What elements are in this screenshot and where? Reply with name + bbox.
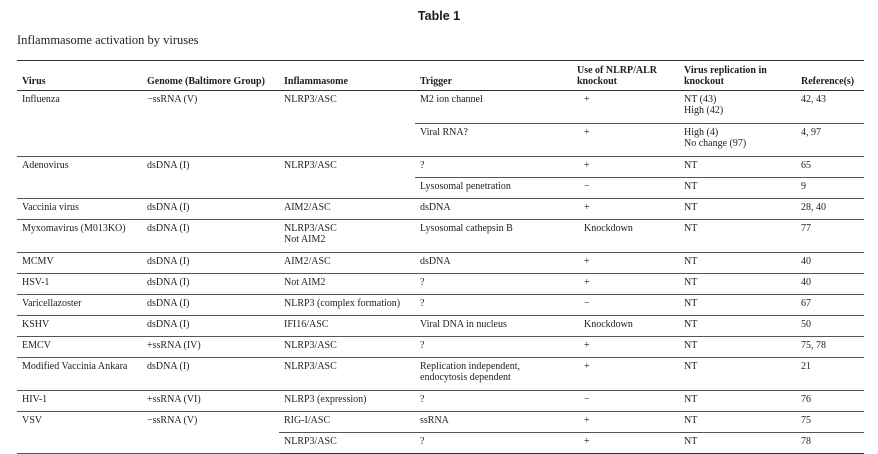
table-body bbox=[17, 91, 864, 454]
inflammasome-cell: NLRP3 (expression) bbox=[279, 391, 415, 412]
genome-cell: dsDNA (I) bbox=[142, 295, 279, 316]
trigger-cell: Replication independent, endocytosis dependent bbox=[415, 358, 572, 391]
replication-cell: NT bbox=[679, 316, 796, 337]
virus-cell: Vaccinia virus bbox=[17, 199, 142, 220]
table-row bbox=[17, 220, 864, 253]
replication-cell: NT bbox=[679, 157, 796, 178]
knockout-cell: − bbox=[572, 391, 679, 412]
references-cell: 65 bbox=[796, 157, 864, 178]
genome-cell: +ssRNA (IV) bbox=[142, 337, 279, 358]
table-row bbox=[17, 199, 864, 220]
trigger-cell: ssRNA bbox=[415, 412, 572, 433]
knockout-cell: + bbox=[572, 274, 679, 295]
inflammasome-cell: NLRP3 (complex formation) bbox=[279, 295, 415, 316]
inflammasome-cell: NLRP3/ASC bbox=[279, 358, 415, 391]
replication-cell: NT bbox=[679, 391, 796, 412]
genome-cell: dsDNA (I) bbox=[142, 316, 279, 337]
inflammasome-cell: NLRP3/ASC bbox=[279, 91, 415, 157]
inflammasome-cell: NLRP3/ASC bbox=[279, 337, 415, 358]
replication-cell: NT bbox=[679, 220, 796, 253]
trigger-cell: ? bbox=[415, 391, 572, 412]
references-cell: 75, 78 bbox=[796, 337, 864, 358]
replication-cell: NT bbox=[679, 295, 796, 316]
table-subtitle: Inflammasome activation by viruses bbox=[17, 33, 199, 47]
header-references: Reference(s) bbox=[796, 61, 864, 91]
inflammasome-cell: RIG-I/ASC bbox=[279, 412, 415, 433]
inflammasome-cell: NLRP3/ASC Not AIM2 bbox=[279, 220, 415, 253]
references-cell: 50 bbox=[796, 316, 864, 337]
table-row bbox=[17, 358, 864, 391]
genome-cell: dsDNA (I) bbox=[142, 253, 279, 274]
table-caption: Table 1 bbox=[417, 9, 461, 23]
knockout-cell: Knockdown bbox=[572, 316, 679, 337]
replication-cell: NT bbox=[679, 253, 796, 274]
header-replication: Virus replication in knockout bbox=[679, 61, 796, 91]
trigger-cell: ? bbox=[415, 274, 572, 295]
knockout-cell: + bbox=[572, 337, 679, 358]
genome-cell: dsDNA (I) bbox=[142, 358, 279, 391]
inflammasome-cell: NLRP3/ASC bbox=[279, 157, 415, 199]
virus-cell: Adenovirus bbox=[17, 157, 142, 199]
knockout-cell: + bbox=[572, 199, 679, 220]
table-row bbox=[17, 91, 864, 124]
inflammasome-cell: IFI16/ASC bbox=[279, 316, 415, 337]
table-row bbox=[17, 157, 864, 178]
trigger-cell: ? bbox=[415, 433, 572, 454]
replication-cell: NT bbox=[679, 358, 796, 391]
references-cell: 40 bbox=[796, 253, 864, 274]
trigger-cell: Lysosomal penetration bbox=[415, 178, 572, 199]
replication-cell: NT bbox=[679, 412, 796, 433]
replication-cell: NT bbox=[679, 433, 796, 454]
replication-cell: NT bbox=[679, 337, 796, 358]
genome-cell: +ssRNA (VI) bbox=[142, 391, 279, 412]
references-cell: 4, 97 bbox=[796, 124, 864, 157]
knockout-cell: + bbox=[572, 433, 679, 454]
table-row bbox=[17, 295, 864, 316]
virus-cell: HSV-1 bbox=[17, 274, 142, 295]
genome-cell: −ssRNA (V) bbox=[142, 412, 279, 454]
trigger-cell: ? bbox=[415, 157, 572, 178]
genome-cell: dsDNA (I) bbox=[142, 157, 279, 199]
references-cell: 76 bbox=[796, 391, 864, 412]
header-knockout: Use of NLRP/ALR knockout bbox=[572, 61, 679, 91]
header-inflammasome: Inflammasome bbox=[279, 61, 415, 91]
header-virus: Virus bbox=[17, 61, 142, 91]
knockout-cell: + bbox=[572, 253, 679, 274]
inflammasome-cell: NLRP3/ASC bbox=[279, 433, 415, 454]
trigger-cell: dsDNA bbox=[415, 199, 572, 220]
genome-cell: dsDNA (I) bbox=[142, 199, 279, 220]
table-row bbox=[17, 412, 864, 433]
table-header-row bbox=[17, 61, 864, 91]
replication-cell: NT bbox=[679, 274, 796, 295]
genome-cell: dsDNA (I) bbox=[142, 220, 279, 253]
trigger-cell: Viral DNA in nucleus bbox=[415, 316, 572, 337]
references-cell: 21 bbox=[796, 358, 864, 391]
knockout-cell: + bbox=[572, 124, 679, 157]
references-cell: 75 bbox=[796, 412, 864, 433]
inflammasome-cell: AIM2/ASC bbox=[279, 253, 415, 274]
virus-cell: Myxomavirus (M013KO) bbox=[17, 220, 142, 253]
table-row bbox=[17, 274, 864, 295]
trigger-cell: ? bbox=[415, 295, 572, 316]
knockout-cell: + bbox=[572, 91, 679, 124]
replication-cell: NT bbox=[679, 178, 796, 199]
knockout-cell: + bbox=[572, 358, 679, 391]
trigger-cell: M2 ion channel bbox=[415, 91, 572, 124]
replication-cell: NT (43) High (42) bbox=[679, 91, 796, 124]
knockout-cell: + bbox=[572, 412, 679, 433]
references-cell: 9 bbox=[796, 178, 864, 199]
virus-cell: HIV-1 bbox=[17, 391, 142, 412]
virus-cell: VSV bbox=[17, 412, 142, 454]
replication-cell: NT bbox=[679, 199, 796, 220]
references-cell: 28, 40 bbox=[796, 199, 864, 220]
inflammasome-cell: AIM2/ASC bbox=[279, 199, 415, 220]
inflammasome-cell: Not AIM2 bbox=[279, 274, 415, 295]
table-row bbox=[17, 391, 864, 412]
virus-cell: Modified Vaccinia Ankara bbox=[17, 358, 142, 391]
knockout-cell: Knockdown bbox=[572, 220, 679, 253]
trigger-cell: dsDNA bbox=[415, 253, 572, 274]
knockout-cell: − bbox=[572, 178, 679, 199]
references-cell: 67 bbox=[796, 295, 864, 316]
trigger-cell: ? bbox=[415, 337, 572, 358]
references-cell: 78 bbox=[796, 433, 864, 454]
virus-cell: EMCV bbox=[17, 337, 142, 358]
references-cell: 77 bbox=[796, 220, 864, 253]
virus-cell: Varicellazoster bbox=[17, 295, 142, 316]
trigger-cell: Viral RNA? bbox=[415, 124, 572, 157]
genome-cell: dsDNA (I) bbox=[142, 274, 279, 295]
virus-cell: KSHV bbox=[17, 316, 142, 337]
table-row bbox=[17, 253, 864, 274]
table-row bbox=[17, 337, 864, 358]
references-cell: 42, 43 bbox=[796, 91, 864, 124]
replication-cell: High (4) No change (97) bbox=[679, 124, 796, 157]
references-cell: 40 bbox=[796, 274, 864, 295]
virus-cell: MCMV bbox=[17, 253, 142, 274]
header-genome: Genome (Baltimore Group) bbox=[142, 61, 279, 91]
genome-cell: −ssRNA (V) bbox=[142, 91, 279, 157]
knockout-cell: + bbox=[572, 157, 679, 178]
trigger-cell: Lysosomal cathepsin B bbox=[415, 220, 572, 253]
knockout-cell: − bbox=[572, 295, 679, 316]
inflammasome-table bbox=[17, 60, 864, 454]
table-row bbox=[17, 316, 864, 337]
header-trigger: Trigger bbox=[415, 61, 572, 91]
virus-cell: Influenza bbox=[17, 91, 142, 157]
